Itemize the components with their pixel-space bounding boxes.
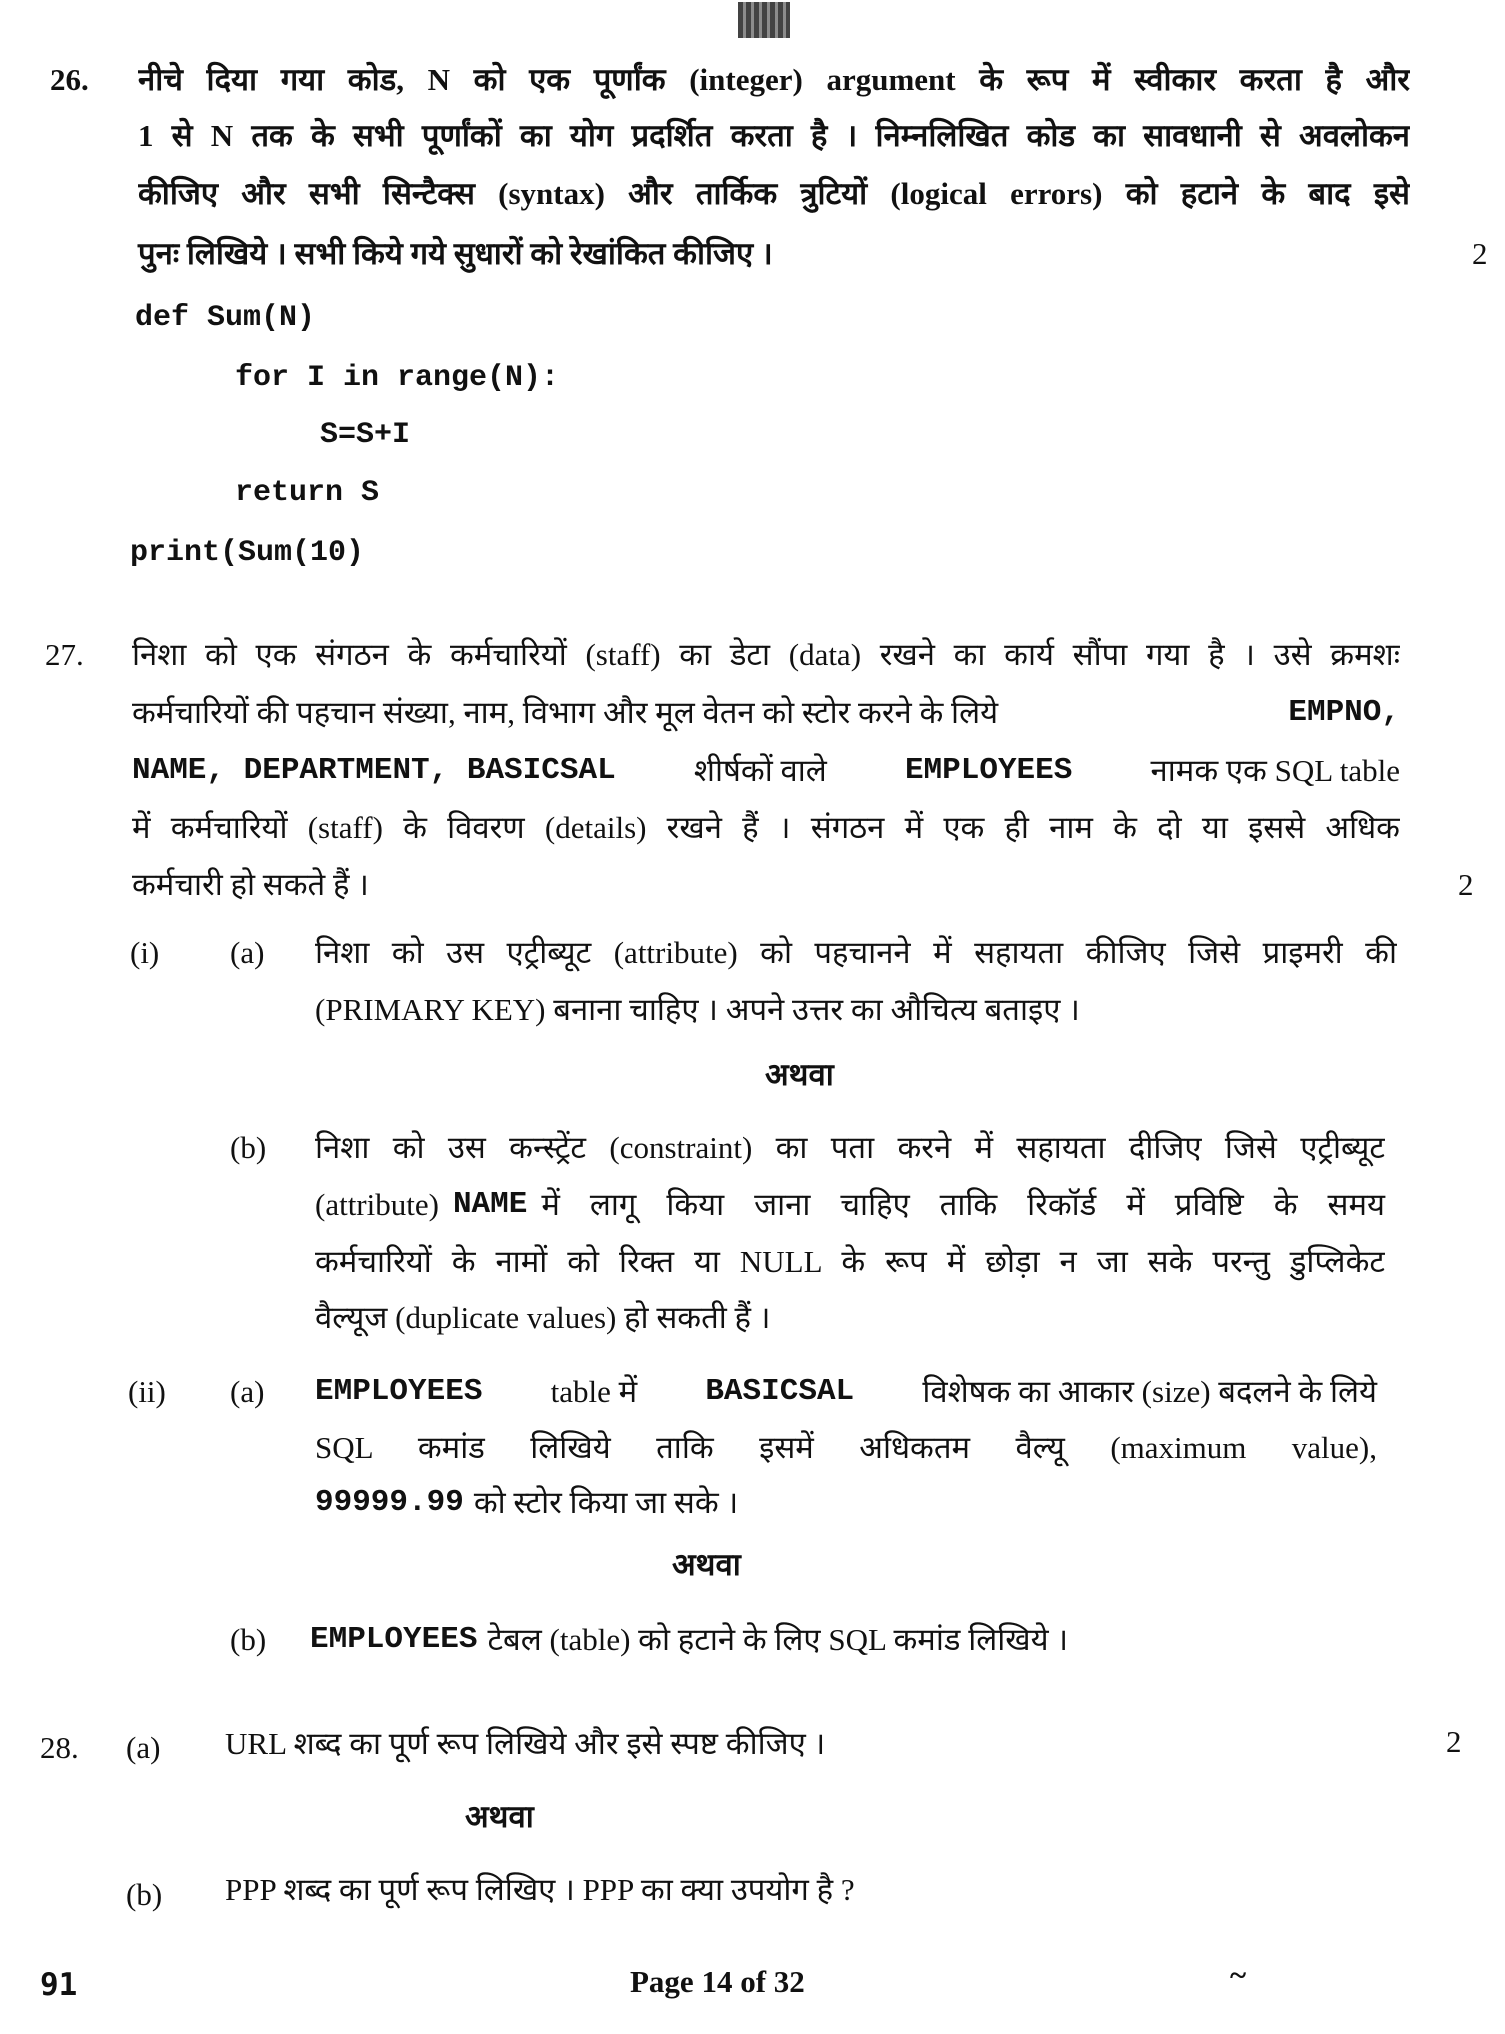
- option-text-part: में लागू किया जाना चाहिए ताकि रिकॉर्ड में प्रविष्टि के समय: [541, 1187, 1385, 1222]
- option-label: (a): [230, 1374, 265, 1409]
- q28-marks: 2: [1446, 1724, 1462, 1759]
- q28-number: 28.: [40, 1730, 79, 1765]
- q27-line: में कर्मचारियों (staff) के विवरण (details) रखने हैं । संगठन में एक ही नाम के दो या इससे अधिक: [132, 810, 1400, 845]
- q27-line-text: कर्मचारियों की पहचान संख्या, नाम, विभाग और मूल वेतन को स्टोर करने के लिये: [132, 695, 999, 730]
- q26-line: पुनः लिखिये । सभी किये गये सुधारों को रेखांकित कीजिए ।: [138, 236, 773, 271]
- q26-line: 1 से N तक के सभी पूर्णांकों का योग प्रदर्शित करता है । निम्नलिखित कोड का सावधानी से अवलोकन: [138, 118, 1410, 153]
- q26-number: 26.: [50, 62, 89, 97]
- option-text: PPP शब्द का पूर्ण रूप लिखिए । PPP का क्या उपयोग है ?: [225, 1872, 855, 1907]
- field-names: NAME, DEPARTMENT, BASICSAL: [132, 753, 616, 788]
- option-text: SQL कमांड लिखिये ताकि इसमें अधिकतम वैल्यू (maximum value),: [315, 1430, 1377, 1465]
- field-name: EMPNO,: [1288, 695, 1400, 730]
- or-separator: अथवा: [672, 1547, 741, 1582]
- qr-code-logo: [738, 2, 790, 38]
- code-line: print(Sum(10): [130, 536, 365, 570]
- code-line: for I in range(N):: [235, 361, 560, 395]
- field-name: NAME: [452, 1187, 528, 1222]
- max-value: 99999.99: [315, 1485, 464, 1520]
- code-line: return S: [235, 476, 380, 510]
- option-text-part: table में: [550, 1374, 638, 1409]
- table-name: EMPLOYEES: [310, 1622, 478, 1657]
- or-separator: अथवा: [465, 1799, 534, 1834]
- option-text-part: टेबल (table) को हटाने के लिए SQL कमांड लिखिये ।: [487, 1622, 1069, 1657]
- option-text: निशा को उस कन्स्ट्रेंट (constraint) का पता करने में सहायता दीजिए जिसे एट्रीब्यूट: [315, 1130, 1385, 1165]
- page-number: Page 14 of 32: [630, 1964, 805, 1999]
- part-label: (ii): [128, 1374, 166, 1409]
- part-label: (i): [130, 935, 160, 970]
- q27-number: 27.: [45, 637, 84, 672]
- option-text-part: (attribute): [315, 1187, 439, 1222]
- option-text: [315, 1483, 738, 1523]
- option-text: निशा को उस एट्रीब्यूट (attribute) को पहचानने में सहायता कीजिए जिसे प्राइमरी की: [315, 935, 1397, 970]
- q26-line: कीजिए और सभी सिन्टैक्स (syntax) और तार्किक त्रुटियों (logical errors) को हटाने के बाद इसे: [138, 176, 1410, 211]
- table-name: EMPLOYEES: [315, 1374, 483, 1409]
- table-name: EMPLOYEES: [904, 753, 1073, 788]
- q27-line: कर्मचारी हो सकते हैं ।: [132, 867, 369, 902]
- option-text-part: विशेषक का आकार (size) बदलने के लिये: [922, 1374, 1377, 1409]
- code-line: def Sum(N): [135, 301, 316, 335]
- option-text: [315, 1185, 1385, 1225]
- option-text: [315, 1372, 1377, 1412]
- option-label: (a): [126, 1730, 161, 1765]
- option-text: कर्मचारियों के नामों को रिक्त या NULL के रूप में छोड़ा न जा सके परन्तु डुप्लिकेट: [315, 1244, 1385, 1279]
- q26-marks: 2: [1472, 236, 1488, 271]
- option-text: [310, 1620, 1068, 1660]
- option-text: (PRIMARY KEY) बनाना चाहिए । अपने उत्तर का औचित्य बताइए ।: [315, 992, 1080, 1027]
- option-label: (a): [230, 935, 265, 970]
- option-text-part: को स्टोर किया जा सके ।: [473, 1485, 739, 1520]
- q27-line: निशा को एक संगठन के कर्मचारियों (staff) का डेटा (data) रखने का कार्य सौंपा गया है । उसे क्रमशः: [132, 637, 1400, 672]
- q27-line-text: शीर्षकों वाले: [693, 753, 827, 788]
- or-separator: अथवा: [765, 1057, 834, 1092]
- q27-line: [132, 751, 1400, 791]
- q27-marks: 2: [1458, 867, 1474, 902]
- code-line: S=S+I: [320, 418, 411, 452]
- q26-line: नीचे दिया गया कोड, N को एक पूर्णांक (integer) argument के रूप में स्वीकार करता है और: [138, 62, 1410, 97]
- q27-line-text: नामक एक SQL table: [1150, 753, 1400, 788]
- option-label: (b): [126, 1877, 163, 1912]
- q27-line: [132, 693, 1400, 733]
- option-text: वैल्यूज (duplicate values) हो सकती हैं ।: [315, 1300, 771, 1335]
- option-label: (b): [230, 1622, 267, 1657]
- field-name: BASICSAL: [705, 1374, 855, 1409]
- paper-code: 91: [40, 1967, 78, 2003]
- footer-mark: ~: [1230, 1957, 1247, 1992]
- option-text: URL शब्द का पूर्ण रूप लिखिये और इसे स्पष्ट कीजिए ।: [225, 1726, 826, 1761]
- option-label: (b): [230, 1130, 267, 1165]
